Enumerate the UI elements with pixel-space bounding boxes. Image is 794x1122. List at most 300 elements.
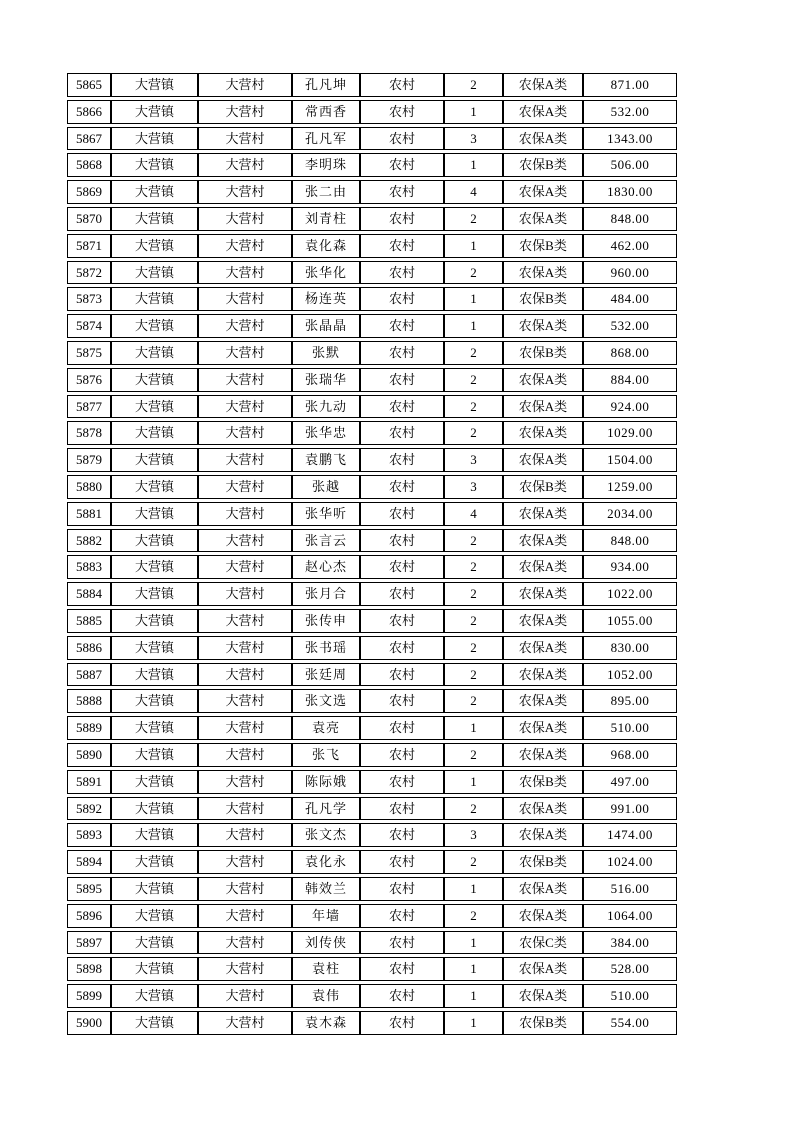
person-name-cell: 刘青柱: [292, 207, 360, 231]
person-count-cell: 2: [444, 368, 503, 392]
serial-number-cell: 5893: [67, 823, 111, 847]
town-cell: 大营镇: [111, 823, 198, 847]
person-name-cell: 张文杰: [292, 823, 360, 847]
category-cell: 农村: [360, 931, 444, 955]
serial-number-cell: 5870: [67, 207, 111, 231]
person-count-cell: 1: [444, 931, 503, 955]
person-count-cell: 1: [444, 877, 503, 901]
person-name-cell: 常西香: [292, 100, 360, 124]
serial-number-cell: 5885: [67, 609, 111, 633]
person-name-cell: 张华忠: [292, 421, 360, 445]
serial-number-cell: 5873: [67, 287, 111, 311]
person-name-cell: 张越: [292, 475, 360, 499]
town-cell: 大营镇: [111, 663, 198, 687]
insurance-type-cell: 农保A类: [503, 904, 583, 928]
serial-number-cell: 5871: [67, 234, 111, 258]
serial-number-cell: 5900: [67, 1011, 111, 1035]
town-cell: 大营镇: [111, 234, 198, 258]
town-cell: 大营镇: [111, 127, 198, 151]
table-row: [67, 448, 677, 472]
person-name-cell: 孔凡坤: [292, 73, 360, 97]
person-name-cell: 孔凡军: [292, 127, 360, 151]
person-count-cell: 2: [444, 73, 503, 97]
amount-cell: 484.00: [583, 287, 677, 311]
person-count-cell: 2: [444, 261, 503, 285]
amount-cell: 848.00: [583, 529, 677, 553]
town-cell: 大营镇: [111, 475, 198, 499]
amount-cell: 1830.00: [583, 180, 677, 204]
person-count-cell: 3: [444, 475, 503, 499]
category-cell: 农村: [360, 395, 444, 419]
amount-cell: 868.00: [583, 341, 677, 365]
person-name-cell: 杨连英: [292, 287, 360, 311]
person-name-cell: 张书瑶: [292, 636, 360, 660]
village-cell: 大营村: [198, 743, 292, 767]
serial-number-cell: 5876: [67, 368, 111, 392]
village-cell: 大营村: [198, 555, 292, 579]
category-cell: 农村: [360, 261, 444, 285]
person-name-cell: 袁化永: [292, 850, 360, 874]
insurance-type-cell: 农保A类: [503, 689, 583, 713]
amount-cell: 506.00: [583, 153, 677, 177]
category-cell: 农村: [360, 663, 444, 687]
insurance-type-cell: 农保A类: [503, 877, 583, 901]
category-cell: 农村: [360, 904, 444, 928]
village-cell: 大营村: [198, 395, 292, 419]
category-cell: 农村: [360, 529, 444, 553]
table-row: [67, 475, 677, 499]
serial-number-cell: 5895: [67, 877, 111, 901]
amount-cell: 532.00: [583, 314, 677, 338]
records-table-body: [67, 73, 677, 1035]
category-cell: 农村: [360, 341, 444, 365]
category-cell: 农村: [360, 287, 444, 311]
category-cell: 农村: [360, 636, 444, 660]
table-row: [67, 341, 677, 365]
table-row: [67, 689, 677, 713]
person-count-cell: 2: [444, 636, 503, 660]
amount-cell: 497.00: [583, 770, 677, 794]
insurance-type-cell: 农保B类: [503, 850, 583, 874]
village-cell: 大营村: [198, 234, 292, 258]
serial-number-cell: 5894: [67, 850, 111, 874]
category-cell: 农村: [360, 73, 444, 97]
serial-number-cell: 5887: [67, 663, 111, 687]
table-row: [67, 287, 677, 311]
table-row: [67, 797, 677, 821]
village-cell: 大营村: [198, 475, 292, 499]
table-row: [67, 207, 677, 231]
category-cell: 农村: [360, 100, 444, 124]
table-row: [67, 770, 677, 794]
serial-number-cell: 5874: [67, 314, 111, 338]
amount-cell: 384.00: [583, 931, 677, 955]
village-cell: 大营村: [198, 904, 292, 928]
table-row: [67, 957, 677, 981]
table-row: [67, 314, 677, 338]
serial-number-cell: 5899: [67, 984, 111, 1008]
serial-number-cell: 5875: [67, 341, 111, 365]
village-cell: 大营村: [198, 448, 292, 472]
category-cell: 农村: [360, 743, 444, 767]
amount-cell: 1259.00: [583, 475, 677, 499]
town-cell: 大营镇: [111, 73, 198, 97]
table-row: [67, 421, 677, 445]
insurance-type-cell: 农保B类: [503, 153, 583, 177]
person-name-cell: 袁柱: [292, 957, 360, 981]
serial-number-cell: 5880: [67, 475, 111, 499]
serial-number-cell: 5867: [67, 127, 111, 151]
town-cell: 大营镇: [111, 797, 198, 821]
table-row: [67, 261, 677, 285]
person-name-cell: 张言云: [292, 529, 360, 553]
town-cell: 大营镇: [111, 261, 198, 285]
village-cell: 大营村: [198, 180, 292, 204]
insurance-type-cell: 农保B类: [503, 475, 583, 499]
village-cell: 大营村: [198, 797, 292, 821]
person-count-cell: 2: [444, 582, 503, 606]
category-cell: 农村: [360, 368, 444, 392]
insurance-type-cell: 农保A类: [503, 609, 583, 633]
category-cell: 农村: [360, 984, 444, 1008]
person-count-cell: 1: [444, 153, 503, 177]
village-cell: 大营村: [198, 931, 292, 955]
serial-number-cell: 5865: [67, 73, 111, 97]
person-count-cell: 2: [444, 663, 503, 687]
village-cell: 大营村: [198, 368, 292, 392]
table-row: [67, 904, 677, 928]
insurance-type-cell: 农保A类: [503, 127, 583, 151]
village-cell: 大营村: [198, 100, 292, 124]
insurance-type-cell: 农保B类: [503, 1011, 583, 1035]
amount-cell: 1064.00: [583, 904, 677, 928]
town-cell: 大营镇: [111, 180, 198, 204]
person-count-cell: 1: [444, 234, 503, 258]
amount-cell: 510.00: [583, 984, 677, 1008]
village-cell: 大营村: [198, 207, 292, 231]
table-row: [67, 180, 677, 204]
category-cell: 农村: [360, 609, 444, 633]
person-name-cell: 赵心杰: [292, 555, 360, 579]
person-name-cell: 张晶晶: [292, 314, 360, 338]
village-cell: 大营村: [198, 502, 292, 526]
village-cell: 大营村: [198, 341, 292, 365]
category-cell: 农村: [360, 877, 444, 901]
insurance-type-cell: 农保A类: [503, 395, 583, 419]
town-cell: 大营镇: [111, 689, 198, 713]
serial-number-cell: 5866: [67, 100, 111, 124]
person-name-cell: 张飞: [292, 743, 360, 767]
village-cell: 大营村: [198, 73, 292, 97]
town-cell: 大营镇: [111, 448, 198, 472]
serial-number-cell: 5892: [67, 797, 111, 821]
serial-number-cell: 5890: [67, 743, 111, 767]
person-name-cell: 年墙: [292, 904, 360, 928]
amount-cell: 554.00: [583, 1011, 677, 1035]
amount-cell: 968.00: [583, 743, 677, 767]
table-row: [67, 743, 677, 767]
person-count-cell: 2: [444, 395, 503, 419]
category-cell: 农村: [360, 475, 444, 499]
table-row: [67, 984, 677, 1008]
person-count-cell: 1: [444, 287, 503, 311]
insurance-type-cell: 农保A类: [503, 448, 583, 472]
table-row: [67, 234, 677, 258]
serial-number-cell: 5886: [67, 636, 111, 660]
town-cell: 大营镇: [111, 770, 198, 794]
category-cell: 农村: [360, 689, 444, 713]
serial-number-cell: 5896: [67, 904, 111, 928]
insurance-type-cell: 农保A类: [503, 823, 583, 847]
town-cell: 大营镇: [111, 153, 198, 177]
person-count-cell: 2: [444, 689, 503, 713]
town-cell: 大营镇: [111, 582, 198, 606]
person-count-cell: 1: [444, 1011, 503, 1035]
category-cell: 农村: [360, 850, 444, 874]
amount-cell: 895.00: [583, 689, 677, 713]
village-cell: 大营村: [198, 153, 292, 177]
person-count-cell: 1: [444, 957, 503, 981]
insurance-type-cell: 农保B类: [503, 287, 583, 311]
table-row: [67, 663, 677, 687]
village-cell: 大营村: [198, 529, 292, 553]
serial-number-cell: 5868: [67, 153, 111, 177]
insurance-type-cell: 农保A类: [503, 716, 583, 740]
serial-number-cell: 5888: [67, 689, 111, 713]
town-cell: 大营镇: [111, 100, 198, 124]
category-cell: 农村: [360, 797, 444, 821]
village-cell: 大营村: [198, 261, 292, 285]
town-cell: 大营镇: [111, 368, 198, 392]
town-cell: 大营镇: [111, 287, 198, 311]
person-count-cell: 2: [444, 743, 503, 767]
table-row: [67, 850, 677, 874]
person-name-cell: 韩效兰: [292, 877, 360, 901]
person-name-cell: 李明珠: [292, 153, 360, 177]
insurance-type-cell: 农保A类: [503, 421, 583, 445]
insurance-type-cell: 农保B类: [503, 341, 583, 365]
person-name-cell: 袁木森: [292, 1011, 360, 1035]
table-row: [67, 368, 677, 392]
table-row: [67, 877, 677, 901]
insurance-type-cell: 农保A类: [503, 100, 583, 124]
village-cell: 大营村: [198, 663, 292, 687]
town-cell: 大营镇: [111, 609, 198, 633]
person-count-cell: 4: [444, 502, 503, 526]
person-name-cell: 袁化森: [292, 234, 360, 258]
category-cell: 农村: [360, 127, 444, 151]
person-name-cell: 张默: [292, 341, 360, 365]
person-name-cell: 张华听: [292, 502, 360, 526]
table-row: [67, 502, 677, 526]
insurance-type-cell: 农保A类: [503, 663, 583, 687]
person-count-cell: 1: [444, 770, 503, 794]
person-name-cell: 陈际娥: [292, 770, 360, 794]
category-cell: 农村: [360, 207, 444, 231]
serial-number-cell: 5898: [67, 957, 111, 981]
table-row: [67, 100, 677, 124]
village-cell: 大营村: [198, 127, 292, 151]
person-name-cell: 张华化: [292, 261, 360, 285]
insurance-type-cell: 农保A类: [503, 636, 583, 660]
person-name-cell: 张廷周: [292, 663, 360, 687]
town-cell: 大营镇: [111, 716, 198, 740]
insurance-type-cell: 农保A类: [503, 502, 583, 526]
village-cell: 大营村: [198, 636, 292, 660]
village-cell: 大营村: [198, 314, 292, 338]
category-cell: 农村: [360, 421, 444, 445]
category-cell: 农村: [360, 823, 444, 847]
insurance-type-cell: 农保A类: [503, 261, 583, 285]
amount-cell: 960.00: [583, 261, 677, 285]
serial-number-cell: 5889: [67, 716, 111, 740]
village-cell: 大营村: [198, 609, 292, 633]
amount-cell: 934.00: [583, 555, 677, 579]
town-cell: 大营镇: [111, 502, 198, 526]
person-name-cell: 张九动: [292, 395, 360, 419]
amount-cell: 510.00: [583, 716, 677, 740]
village-cell: 大营村: [198, 984, 292, 1008]
person-count-cell: 2: [444, 850, 503, 874]
serial-number-cell: 5869: [67, 180, 111, 204]
person-count-cell: 2: [444, 529, 503, 553]
amount-cell: 848.00: [583, 207, 677, 231]
person-count-cell: 3: [444, 127, 503, 151]
table-row: [67, 153, 677, 177]
table-row: [67, 636, 677, 660]
table-row: [67, 931, 677, 955]
amount-cell: 1055.00: [583, 609, 677, 633]
person-name-cell: 张月合: [292, 582, 360, 606]
category-cell: 农村: [360, 716, 444, 740]
insurance-type-cell: 农保A类: [503, 368, 583, 392]
table-row: [67, 609, 677, 633]
serial-number-cell: 5884: [67, 582, 111, 606]
town-cell: 大营镇: [111, 877, 198, 901]
amount-cell: 991.00: [583, 797, 677, 821]
person-count-cell: 1: [444, 314, 503, 338]
insurance-type-cell: 农保A类: [503, 743, 583, 767]
town-cell: 大营镇: [111, 850, 198, 874]
table-row: [67, 73, 677, 97]
category-cell: 农村: [360, 502, 444, 526]
insurance-type-cell: 农保A类: [503, 797, 583, 821]
insurance-type-cell: 农保A类: [503, 529, 583, 553]
amount-cell: 871.00: [583, 73, 677, 97]
town-cell: 大营镇: [111, 529, 198, 553]
insurance-type-cell: 农保A类: [503, 73, 583, 97]
table-row: [67, 1011, 677, 1035]
table-row: [67, 823, 677, 847]
insurance-type-cell: 农保B类: [503, 770, 583, 794]
person-count-cell: 2: [444, 207, 503, 231]
insurance-type-cell: 农保A类: [503, 314, 583, 338]
person-name-cell: 张文选: [292, 689, 360, 713]
insurance-type-cell: 农保A类: [503, 180, 583, 204]
person-count-cell: 3: [444, 448, 503, 472]
amount-cell: 1024.00: [583, 850, 677, 874]
town-cell: 大营镇: [111, 984, 198, 1008]
category-cell: 农村: [360, 555, 444, 579]
person-name-cell: 袁鹏飞: [292, 448, 360, 472]
serial-number-cell: 5877: [67, 395, 111, 419]
serial-number-cell: 5891: [67, 770, 111, 794]
town-cell: 大营镇: [111, 555, 198, 579]
amount-cell: 528.00: [583, 957, 677, 981]
amount-cell: 1474.00: [583, 823, 677, 847]
town-cell: 大营镇: [111, 1011, 198, 1035]
person-count-cell: 1: [444, 716, 503, 740]
insurance-type-cell: 农保A类: [503, 207, 583, 231]
village-cell: 大营村: [198, 1011, 292, 1035]
person-name-cell: 张二由: [292, 180, 360, 204]
person-count-cell: 2: [444, 904, 503, 928]
amount-cell: 1343.00: [583, 127, 677, 151]
insurance-type-cell: 农保A类: [503, 957, 583, 981]
category-cell: 农村: [360, 314, 444, 338]
village-cell: 大营村: [198, 850, 292, 874]
serial-number-cell: 5879: [67, 448, 111, 472]
person-name-cell: 刘传侠: [292, 931, 360, 955]
person-count-cell: 3: [444, 823, 503, 847]
amount-cell: 830.00: [583, 636, 677, 660]
insurance-type-cell: 农保A类: [503, 555, 583, 579]
category-cell: 农村: [360, 234, 444, 258]
village-cell: 大营村: [198, 582, 292, 606]
amount-cell: 516.00: [583, 877, 677, 901]
amount-cell: 884.00: [583, 368, 677, 392]
insurance-type-cell: 农保B类: [503, 234, 583, 258]
category-cell: 农村: [360, 957, 444, 981]
category-cell: 农村: [360, 153, 444, 177]
category-cell: 农村: [360, 448, 444, 472]
table-row: [67, 555, 677, 579]
village-cell: 大营村: [198, 770, 292, 794]
town-cell: 大营镇: [111, 395, 198, 419]
village-cell: 大营村: [198, 957, 292, 981]
person-count-cell: 2: [444, 341, 503, 365]
town-cell: 大营镇: [111, 207, 198, 231]
person-name-cell: 袁伟: [292, 984, 360, 1008]
serial-number-cell: 5878: [67, 421, 111, 445]
table-row: [67, 529, 677, 553]
serial-number-cell: 5883: [67, 555, 111, 579]
person-name-cell: 孔凡学: [292, 797, 360, 821]
town-cell: 大营镇: [111, 341, 198, 365]
serial-number-cell: 5882: [67, 529, 111, 553]
document-page: [67, 70, 677, 1038]
serial-number-cell: 5872: [67, 261, 111, 285]
amount-cell: 1022.00: [583, 582, 677, 606]
amount-cell: 2034.00: [583, 502, 677, 526]
person-name-cell: 张传申: [292, 609, 360, 633]
town-cell: 大营镇: [111, 421, 198, 445]
village-cell: 大营村: [198, 877, 292, 901]
person-count-cell: 2: [444, 609, 503, 633]
records-table: [67, 70, 677, 1038]
village-cell: 大营村: [198, 823, 292, 847]
town-cell: 大营镇: [111, 314, 198, 338]
person-count-cell: 4: [444, 180, 503, 204]
person-count-cell: 2: [444, 797, 503, 821]
table-row: [67, 127, 677, 151]
person-count-cell: 2: [444, 421, 503, 445]
town-cell: 大营镇: [111, 957, 198, 981]
insurance-type-cell: 农保C类: [503, 931, 583, 955]
category-cell: 农村: [360, 770, 444, 794]
town-cell: 大营镇: [111, 636, 198, 660]
town-cell: 大营镇: [111, 743, 198, 767]
